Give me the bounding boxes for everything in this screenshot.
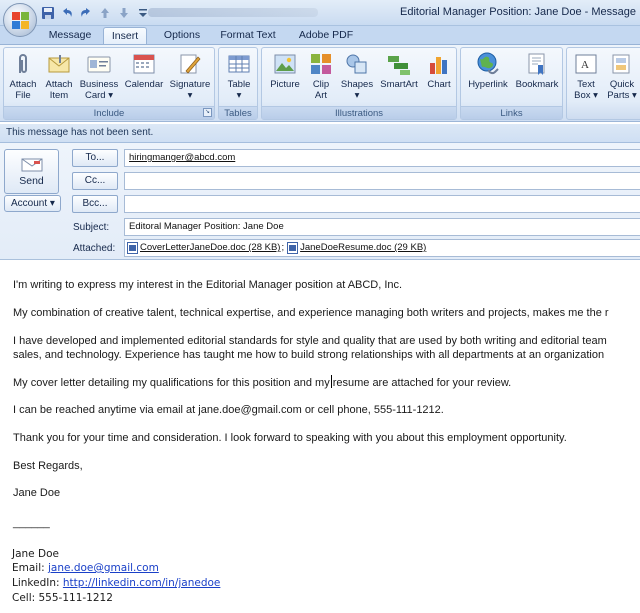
links-group: [460, 47, 563, 120]
body-closing: Best Regards,: [13, 460, 83, 472]
shapes-label-1: Shapes: [340, 79, 374, 90]
text-group: [566, 47, 640, 120]
info-bar: This message has not been sent.: [0, 124, 640, 143]
picture-label: Picture: [270, 79, 300, 90]
smartart-label: SmartArt: [380, 79, 418, 90]
account-button[interactable]: Account ▾: [4, 195, 61, 212]
body-paragraph-thanks: Thank you for your time and consideration. I look forward to speaking with you about this employment opportunity.: [13, 432, 567, 444]
undo-icon[interactable]: [59, 5, 75, 21]
table-icon: [226, 51, 252, 77]
picture-button[interactable]: [265, 51, 305, 90]
signature-label-1: Signature: [169, 79, 211, 90]
shapes-label-2: ▾: [354, 90, 360, 101]
attach-file-label-1: Attach: [9, 79, 37, 90]
include-group: [3, 47, 215, 120]
table-label-2: ▾: [236, 90, 242, 101]
attach-file-label-2: File: [15, 90, 31, 101]
tab-insert[interactable]: Insert: [103, 27, 147, 45]
ribbon: [0, 44, 640, 122]
picture-icon: [272, 51, 298, 77]
clip-art-label-1: Clip: [312, 79, 330, 90]
quick-parts-button[interactable]: [605, 51, 639, 101]
bookmark-icon: [524, 51, 550, 77]
signature-pen-icon: [177, 51, 203, 77]
attachment-separator: ;: [281, 242, 285, 253]
paperclip-icon: [10, 51, 36, 77]
subject-field[interactable]: Editoral Manager Position: Jane Doe: [124, 218, 640, 236]
signature-cell: Cell: 555-111-1212: [12, 592, 113, 604]
svg-text:A: A: [581, 59, 589, 71]
bcc-button[interactable]: Bcc...: [72, 195, 118, 213]
attachment-resume[interactable]: JaneDoeResume.doc (29 KB): [300, 242, 427, 253]
tab-adobe-pdf[interactable]: Adobe PDF: [298, 29, 354, 41]
envelope-icon: [46, 51, 72, 77]
signature-linkedin-line: [12, 576, 220, 590]
body-paragraph-standards-1: I have developed and implemented editorial standards for style and quality that are used by both writing and editorial team: [13, 335, 607, 347]
attachment-cover-letter[interactable]: CoverLetterJaneDoe.doc (28 KB): [140, 242, 281, 253]
quick-parts-icon: [609, 51, 635, 77]
body-paragraph-cover-letter: [13, 375, 511, 390]
body-paragraph-standards-2: sales, and technology. Experience has taught me how to build strong relationships with all departments at an organization: [13, 349, 605, 361]
text-box-icon: [573, 51, 599, 77]
signature-separator: ______: [13, 517, 50, 529]
bookmark-label: Bookmark: [515, 79, 559, 90]
cover-letter-text-after: resume are attached for your review.: [332, 377, 512, 389]
attachments-field[interactable]: [124, 239, 640, 257]
clip-art-label-2: Art: [314, 90, 328, 101]
to-address[interactable]: hiringmanger@abcd.com: [129, 152, 236, 163]
redo-icon[interactable]: [78, 5, 94, 21]
word-doc-icon: [287, 242, 298, 254]
hyperlink-label: Hyperlink: [468, 79, 508, 90]
business-card-label-2: Card ▾: [85, 90, 113, 101]
attach-item-label-2: Item: [49, 90, 69, 101]
bcc-field[interactable]: [124, 195, 640, 213]
signature-label-2: ▾: [187, 90, 193, 101]
window-title: Editorial Manager Position: Jane Doe - Message: [399, 6, 636, 18]
send-label: Send: [19, 175, 44, 187]
table-button[interactable]: [221, 51, 257, 101]
body-name: Jane Doe: [13, 487, 61, 499]
ribbon-tabs: [0, 26, 640, 45]
clip-art-icon: [308, 51, 334, 77]
attached-label: Attached:: [73, 243, 116, 254]
business-card-label-1: Business: [79, 79, 119, 90]
quick-access-toolbar: [40, 4, 151, 22]
bookmark-button[interactable]: [513, 51, 561, 90]
cc-button[interactable]: Cc...: [72, 172, 118, 190]
word-doc-icon: [127, 242, 138, 254]
cover-letter-text-before: My cover letter detailing my qualifications for this position and my: [13, 377, 330, 389]
signature-email-link[interactable]: jane.doe@gmail.com: [48, 562, 159, 574]
tables-group: [218, 47, 258, 120]
message-header: [0, 143, 640, 260]
include-group-label: Include: [4, 106, 214, 119]
office-button[interactable]: [3, 3, 37, 37]
quick-parts-label-1: Quick: [609, 79, 635, 90]
calendar-icon: [131, 51, 157, 77]
chart-button[interactable]: [422, 51, 456, 90]
calendar-label: Calendar: [124, 79, 164, 90]
include-dialog-launcher[interactable]: ↘: [204, 109, 211, 115]
message-body[interactable]: [0, 261, 640, 613]
body-paragraph-combination: My combination of creative talent, technical expertise, and experience managing both writers and projects, makes me the r: [13, 307, 609, 319]
body-paragraph-intro: I'm writing to express my interest in the Editorial Manager position at ABCD, Inc.: [13, 279, 403, 291]
save-icon[interactable]: [40, 5, 56, 21]
shapes-icon: [344, 51, 370, 77]
smartart-button[interactable]: [377, 51, 421, 90]
business-card-button[interactable]: [78, 51, 120, 101]
text-cursor: [331, 375, 332, 388]
office-logo-icon: [12, 12, 29, 29]
hyperlink-globe-icon: [475, 51, 501, 77]
quick-parts-label-2: Parts ▾: [607, 90, 637, 101]
up-arrow-icon[interactable]: [97, 5, 113, 21]
table-label-1: Table: [227, 79, 251, 90]
tab-format-text[interactable]: Format Text: [220, 29, 276, 41]
down-arrow-icon[interactable]: [116, 5, 132, 21]
send-button[interactable]: [4, 149, 59, 194]
blurred-title-text: [148, 8, 318, 17]
attach-item-label-1: Attach: [45, 79, 73, 90]
shapes-button[interactable]: [339, 51, 375, 101]
to-field[interactable]: [124, 149, 640, 167]
links-group-label: Links: [461, 106, 562, 119]
body-paragraph-contact: I can be reached anytime via email at jane.doe@gmail.com or cell phone, 555-111-1212.: [13, 404, 444, 416]
cc-field[interactable]: [124, 172, 640, 190]
attach-file-button[interactable]: [6, 51, 40, 101]
chart-label: Chart: [427, 79, 451, 90]
signature-button[interactable]: [166, 51, 214, 101]
chart-icon: [426, 51, 452, 77]
illustrations-group: [261, 47, 457, 120]
illustrations-group-label: Illustrations: [262, 106, 456, 119]
signature-linkedin-label: LinkedIn:: [12, 577, 63, 589]
business-card-icon: [86, 51, 112, 77]
signature-email-line: [12, 561, 159, 575]
text-box-label-2: Box ▾: [574, 90, 598, 101]
signature-email-label: Email:: [12, 562, 49, 574]
text-box-label-1: Text: [577, 79, 595, 90]
smartart-icon: [386, 51, 412, 77]
hyperlink-button[interactable]: [463, 51, 513, 90]
tables-group-label: Tables: [219, 106, 257, 119]
tab-options[interactable]: Options: [163, 29, 201, 41]
signature-name: Jane Doe: [12, 548, 59, 560]
calendar-button[interactable]: [122, 51, 166, 90]
to-button[interactable]: To...: [72, 149, 118, 167]
attach-item-button[interactable]: [42, 51, 76, 101]
tab-message[interactable]: Message: [48, 29, 92, 41]
clip-art-button[interactable]: [307, 51, 335, 101]
title-bar: [0, 0, 640, 26]
send-envelope-icon: [20, 157, 44, 173]
signature-linkedin-link[interactable]: http://linkedin.com/in/janedoe: [62, 577, 221, 589]
subject-label: Subject:: [73, 222, 110, 233]
text-box-button[interactable]: [569, 51, 603, 101]
